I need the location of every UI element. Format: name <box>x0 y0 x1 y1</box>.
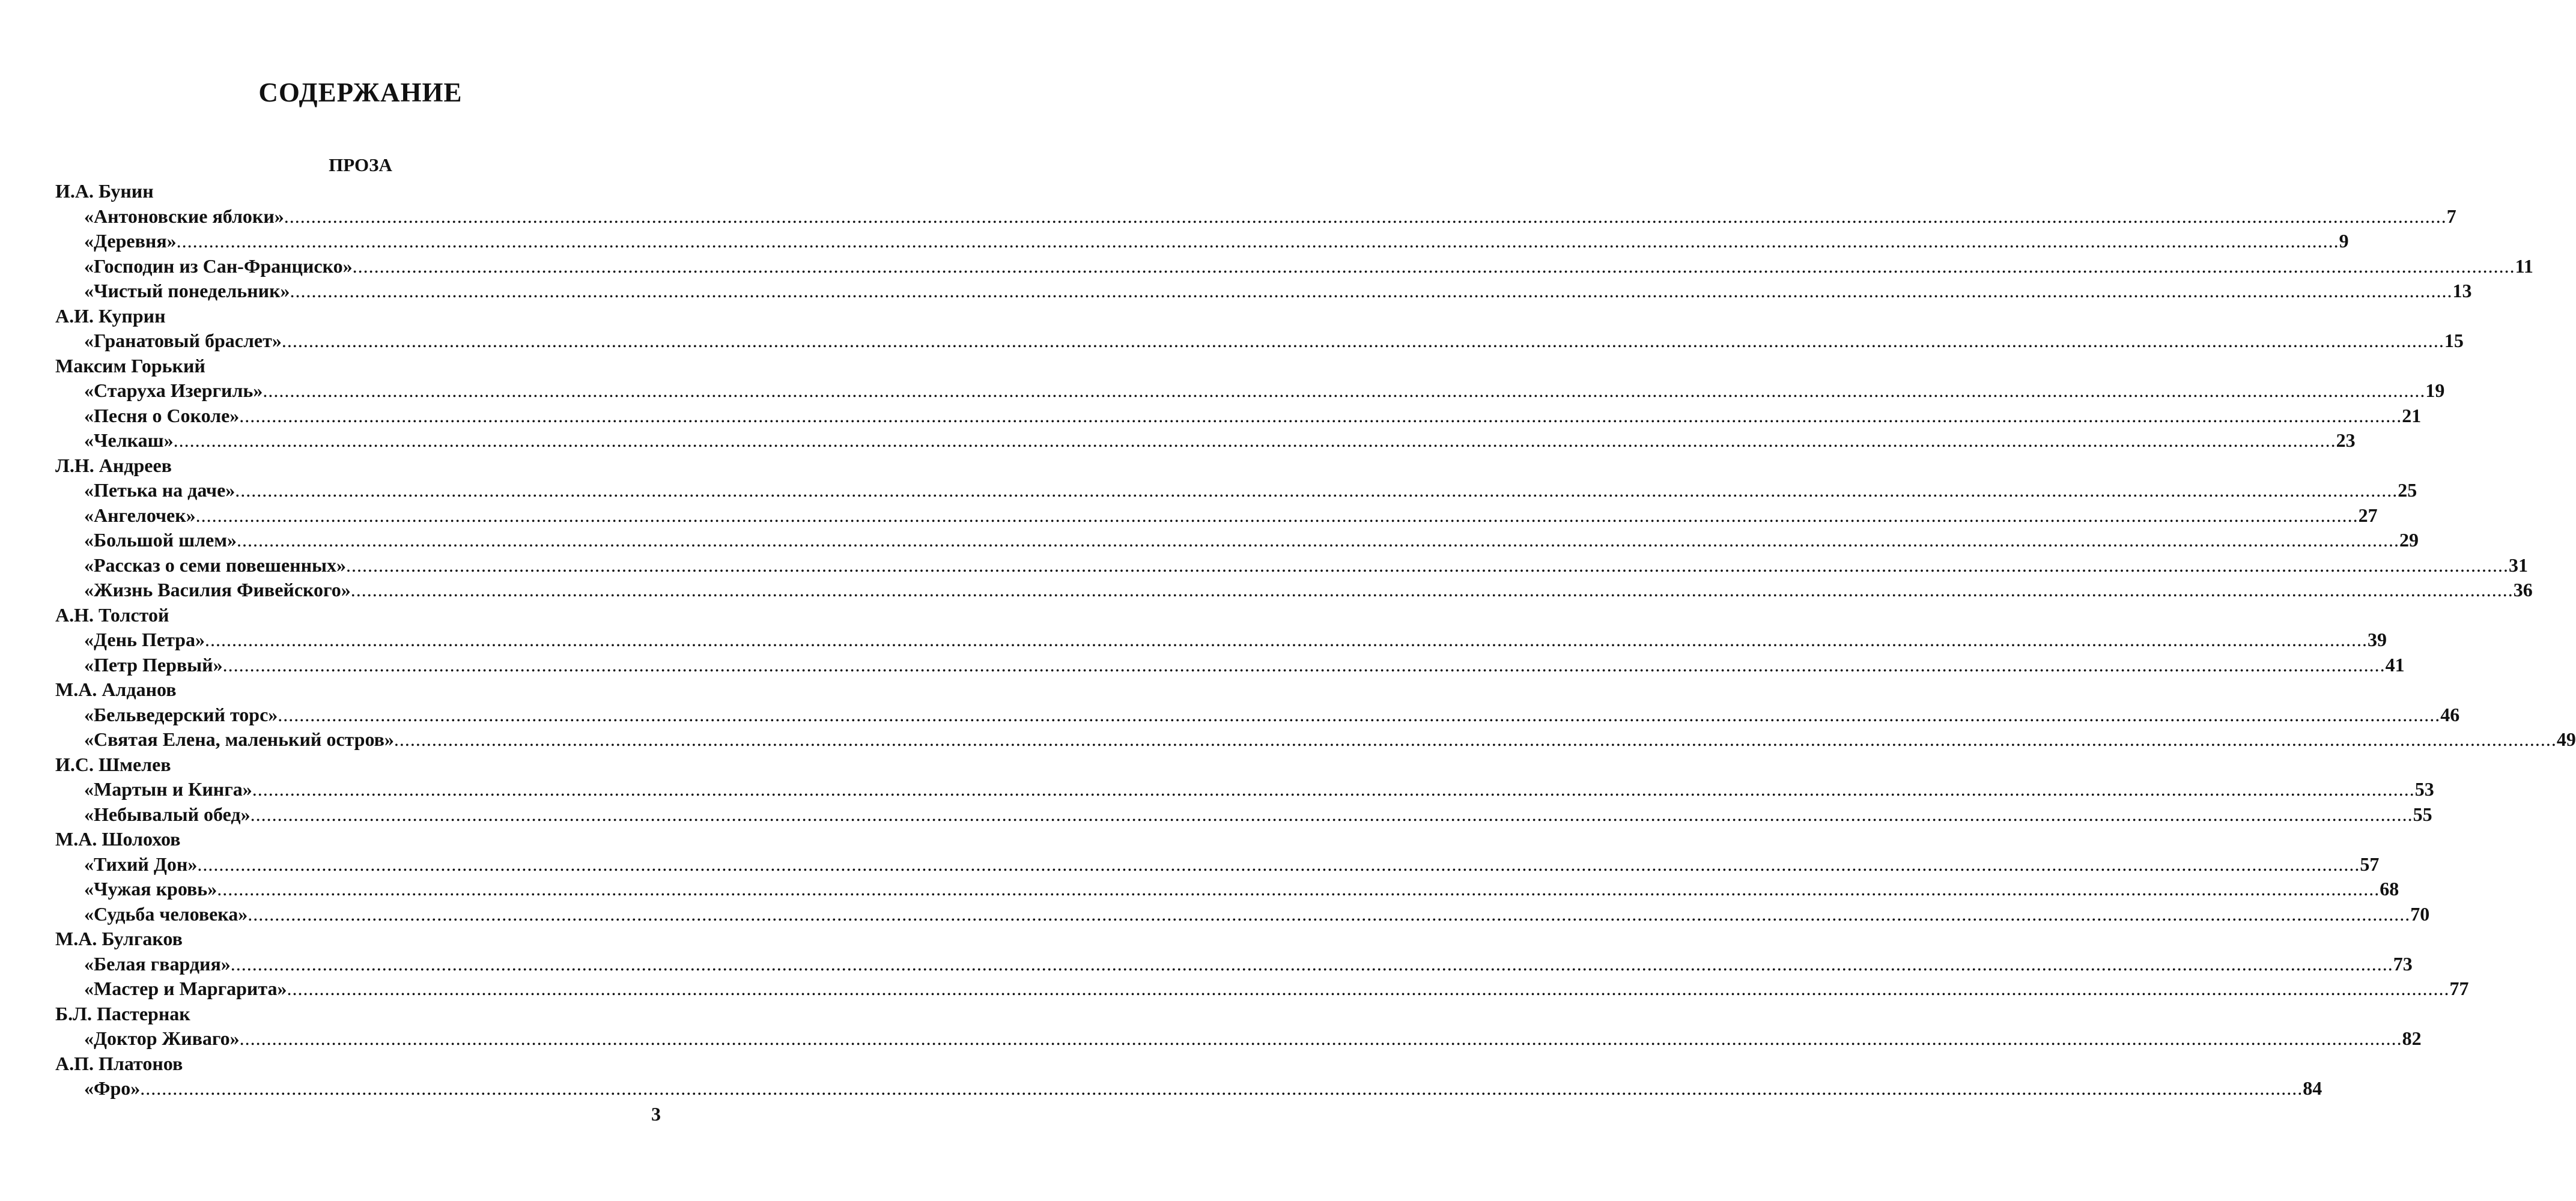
toc-entry-title: «Бельведерский торс» <box>84 703 278 725</box>
toc-author: И.С. Шмелев <box>55 753 171 775</box>
toc-entry-title: «Доктор Живаго» <box>84 1027 240 1049</box>
toc-entry-page: 82 <box>2402 1027 2422 1049</box>
dot-leader: ................................................................................................................................................................................................................................................................................................................................................................................................................ <box>237 529 2400 551</box>
toc-author: А.И. Куприн <box>55 304 166 327</box>
toc-entry[interactable] <box>55 1076 2322 1101</box>
toc-entry[interactable] <box>55 703 2460 728</box>
toc-entry-page: 46 <box>2440 703 2460 725</box>
toc-entry-title: «Тихий Дон» <box>84 853 198 875</box>
toc-entry[interactable] <box>55 503 2378 528</box>
dot-leader: ................................................................................................................................................................................................................................................................................................................................................................................................................ <box>352 255 2515 277</box>
toc-author: М.А. Алданов <box>55 679 177 700</box>
toc-entry[interactable] <box>55 902 2430 927</box>
toc-entry[interactable] <box>55 528 2419 553</box>
dot-leader: ................................................................................................................................................................................................................................................................................................................................................................................................................ <box>393 728 2557 750</box>
toc-entry[interactable] <box>55 378 2445 404</box>
toc-entry-page: 23 <box>2336 429 2356 451</box>
section-heading: ПРОЗА <box>329 154 392 175</box>
dot-leader: ................................................................................................................................................................................................................................................................................................................................................................................................................ <box>250 803 2413 825</box>
dot-leader: ................................................................................................................................................................................................................................................................................................................................................................................................................ <box>173 429 2336 451</box>
toc-entry-page: 7 <box>2446 205 2456 227</box>
dot-leader: ................................................................................................................................................................................................................................................................................................................................................................................................................ <box>197 853 2360 875</box>
toc-entry-page: 73 <box>2393 952 2413 975</box>
toc-entry[interactable] <box>55 727 2576 752</box>
toc-entry-title: «Небывалый обед» <box>84 803 251 825</box>
dot-leader: ................................................................................................................................................................................................................................................................................................................................................................................................................ <box>217 878 2380 900</box>
toc-author: Л.Н. Андреев <box>55 454 172 476</box>
toc-author: Максим Горький <box>55 354 205 377</box>
toc-entry-title: «Ангелочек» <box>84 504 196 526</box>
toc-entry[interactable] <box>55 404 2422 429</box>
toc-entry-page: 27 <box>2358 504 2378 526</box>
toc-entry-page: 9 <box>2339 230 2349 252</box>
dot-leader: ................................................................................................................................................................................................................................................................................................................................................................................................................ <box>278 703 2441 725</box>
toc-entry-title: «Мартын и Кинга» <box>84 778 252 800</box>
toc-entry[interactable] <box>55 802 2432 827</box>
dot-leader: ................................................................................................................................................................................................................................................................................................................................................................................................................ <box>239 404 2402 426</box>
toc-entry[interactable] <box>55 428 2356 453</box>
toc-entry-title: «Челкаш» <box>84 429 174 451</box>
toc-entry-page: 49 <box>2556 728 2576 750</box>
toc-entry-page: 31 <box>2509 554 2528 576</box>
toc-entry[interactable] <box>55 877 2399 902</box>
toc-entry-title: «Деревня» <box>84 230 177 252</box>
dot-leader: ................................................................................................................................................................................................................................................................................................................................................................................................................ <box>204 629 2368 650</box>
toc-entry-page: 55 <box>2413 803 2432 825</box>
dot-leader: ................................................................................................................................................................................................................................................................................................................................................................................................................ <box>281 330 2444 351</box>
toc-entry[interactable] <box>55 653 2405 678</box>
toc-entry-title: «Петька на даче» <box>84 479 235 501</box>
dot-leader: ................................................................................................................................................................................................................................................................................................................................................................................................................ <box>252 778 2415 800</box>
toc-entry[interactable] <box>55 952 2413 977</box>
dot-leader: ................................................................................................................................................................................................................................................................................................................................................................................................................ <box>290 280 2453 301</box>
toc-entry[interactable] <box>55 279 2472 304</box>
toc-entry-title: «Антоновские яблоки» <box>84 205 284 227</box>
toc-author: И.А. Бунин <box>55 180 154 202</box>
dot-leader: ................................................................................................................................................................................................................................................................................................................................................................................................................ <box>140 1077 2303 1099</box>
dot-leader: ................................................................................................................................................................................................................................................................................................................................................................................................................ <box>176 230 2339 252</box>
page-number: 3 <box>651 1103 661 1125</box>
page-title: СОДЕРЖАНИЕ <box>258 77 463 107</box>
dot-leader: ................................................................................................................................................................................................................................................................................................................................................................................................................ <box>263 380 2426 401</box>
toc-entry-page: 68 <box>2380 878 2399 900</box>
toc-entry-page: 25 <box>2398 479 2417 501</box>
dot-leader: ................................................................................................................................................................................................................................................................................................................................................................................................................ <box>284 205 2447 227</box>
toc-entry[interactable] <box>55 478 2417 503</box>
toc-entry[interactable] <box>55 254 2533 279</box>
toc-entry[interactable] <box>55 328 2464 354</box>
toc-entry[interactable] <box>55 1026 2422 1051</box>
toc-author: М.А. Булгаков <box>55 928 183 949</box>
table-of-contents <box>55 179 2576 1101</box>
dot-leader: ................................................................................................................................................................................................................................................................................................................................................................................................................ <box>350 579 2514 600</box>
toc-entry-page: 41 <box>2385 653 2405 676</box>
toc-entry[interactable] <box>55 852 2380 877</box>
toc-entry-title: «Чужая кровь» <box>84 878 217 900</box>
toc-entry-page: 11 <box>2515 255 2533 277</box>
toc-entry-title: «День Петра» <box>84 629 205 650</box>
toc-entry-title: «Большой шлем» <box>84 529 237 551</box>
toc-entry-title: «Старуха Изергиль» <box>84 380 263 401</box>
toc-entry[interactable] <box>55 229 2349 254</box>
toc-entry[interactable] <box>55 578 2533 603</box>
toc-author: А.Н. Толстой <box>55 604 169 626</box>
toc-entry[interactable] <box>55 777 2434 802</box>
dot-leader: ................................................................................................................................................................................................................................................................................................................................................................................................................ <box>235 479 2398 501</box>
dot-leader: ................................................................................................................................................................................................................................................................................................................................................................................................................ <box>346 554 2509 576</box>
toc-entry-page: 15 <box>2444 330 2464 351</box>
toc-entry-title: «Песня о Соколе» <box>84 404 240 426</box>
dot-leader: ................................................................................................................................................................................................................................................................................................................................................................................................................ <box>230 952 2393 975</box>
dot-leader: ................................................................................................................................................................................................................................................................................................................................................................................................................ <box>287 978 2450 999</box>
toc-author: А.П. Платонов <box>55 1052 183 1074</box>
dot-leader: ................................................................................................................................................................................................................................................................................................................................................................................................................ <box>195 504 2359 526</box>
dot-leader: ................................................................................................................................................................................................................................................................................................................................................................................................................ <box>239 1027 2402 1049</box>
toc-entry-title: «Судьба человека» <box>84 903 248 925</box>
toc-entry-page: 21 <box>2402 404 2422 426</box>
toc-entry[interactable] <box>55 628 2387 653</box>
dot-leader: ................................................................................................................................................................................................................................................................................................................................................................................................................ <box>222 653 2386 676</box>
toc-entry-title: «Мастер и Маргарита» <box>84 978 287 999</box>
toc-entry-page: 77 <box>2449 978 2469 999</box>
toc-entry[interactable] <box>55 976 2469 1002</box>
toc-entry-title: «Рассказ о семи повешенных» <box>84 554 346 576</box>
toc-entry-page: 29 <box>2399 529 2419 551</box>
toc-entry-page: 57 <box>2360 853 2380 875</box>
toc-entry-page: 70 <box>2410 903 2430 925</box>
toc-entry-page: 19 <box>2425 380 2445 401</box>
toc-entry-page: 53 <box>2414 778 2434 800</box>
toc-entry-page: 13 <box>2452 280 2472 301</box>
toc-entry-title: «Фро» <box>84 1077 141 1099</box>
toc-entry-title: «Петр Первый» <box>84 653 223 676</box>
toc-entry-title: «Белая гвардия» <box>84 952 231 975</box>
toc-entry[interactable] <box>55 204 2456 229</box>
toc-entry-title: «Господин из Сан-Франциско» <box>84 255 353 277</box>
toc-entry-page: 84 <box>2303 1077 2322 1099</box>
toc-author: Б.Л. Пастернак <box>55 1002 190 1024</box>
toc-entry-title: «Гранатовый браслет» <box>84 330 282 351</box>
toc-entry-page: 36 <box>2513 579 2533 600</box>
toc-entry-page: 39 <box>2367 629 2387 650</box>
toc-author: М.А. Шолохов <box>55 828 181 850</box>
toc-entry-title: «Жизнь Василия Фивейского» <box>84 579 351 600</box>
toc-entry-title: «Чистый понедельник» <box>84 280 290 301</box>
toc-entry-title: «Святая Елена, маленький остров» <box>84 728 394 750</box>
dot-leader: ................................................................................................................................................................................................................................................................................................................................................................................................................ <box>248 903 2411 925</box>
toc-entry[interactable] <box>55 553 2528 578</box>
